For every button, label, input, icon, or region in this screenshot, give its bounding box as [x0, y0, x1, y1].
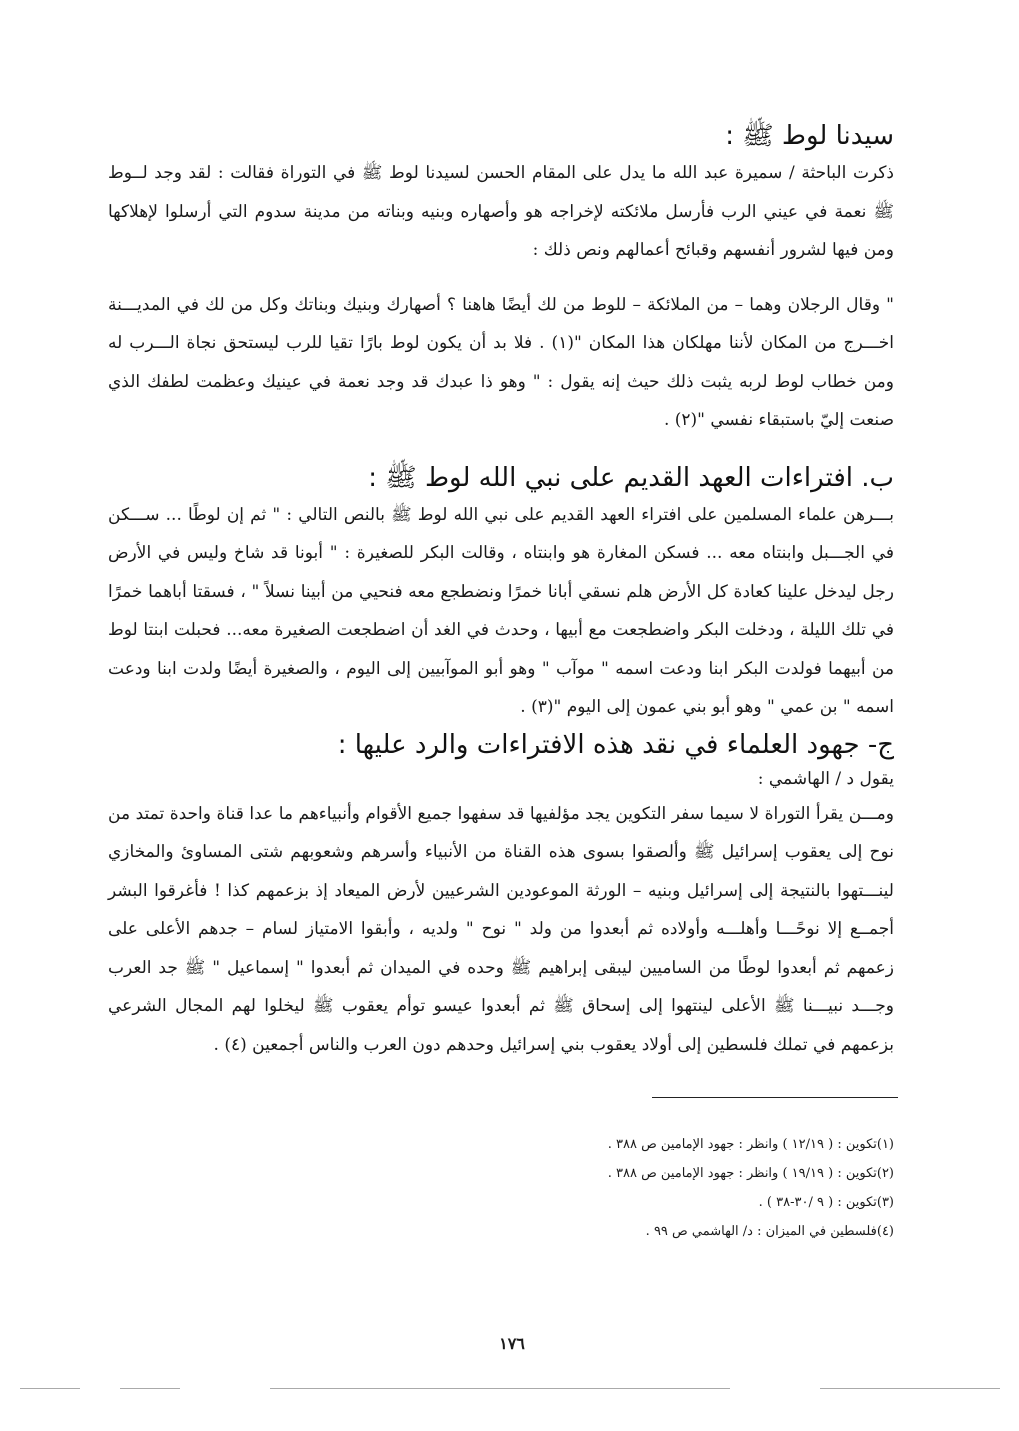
footnote: (٤)فلسطين في الميزان : د/ الهاشمي ص ٩٩ .	[645, 1224, 894, 1239]
intro-line: يقول د / الهاشمي :	[757, 768, 894, 789]
main-text	[108, 118, 894, 1064]
paragraph: بـــرهن علماء المسلمين على افتراء العهد القديم على نبي الله لوط ﷺ بالنص التالي : " ثم إن لوطًا ... ســـكن في الجـــبل وابنتاه معه ... فسكن المغارة هو وابنتاه ، وقالت البكر للصغيرة : " أبونا قد شاخ وليس في الأرض رجل ليدخل علينا كعادة كل الأرض هلم نسقي أبانا خمرًا ونضطجع معه فنحيي من أبينا نسلاً " ، فسقتا أباهما خمرًا في تلك الليلة ، ودخلت البكر واضطجعت مع أبيها ، وحدث في الغد أن اضطجعت الصغيرة معه... فحبلت ابنتا لوط من أبيهما فولدت البكر ابنا ودعت اسمه " موآب " وهو أبو الموآبيين إلى اليوم ، والصغيرة أيضًا ولدت ابنا ودعت اسمه " بن عمي " وهو أبو بني عمون إلى اليوم "(٣) .	[108, 504, 894, 717]
scan-edge-mark	[820, 1388, 1000, 1389]
heading-scholars-efforts: ج- جهود العلماء في نقد هذه الافتراءات والرد عليها :	[337, 729, 894, 760]
heading-fabrications: ب. افتراءات العهد القديم على نبي الله لوط ﷺ :	[368, 462, 894, 493]
paragraph: ومـــن يقرأ التوراة لا سيما سفر التكوين يجد مؤلفيها قد سفهوا جميع الأقوام وأنبياءهم ما عدا قناة واحدة تمتد من نوح إلى يعقوب إسرائيل ﷺ وألصقوا بسوى هذه القناة من الأنبياء وأسرهم وشعوبهم شتى المساوئ والمخازي لينـــتهوا بالنتيجة إلى إسرائيل وبنيه – الورثة الموعودين الشرعيين لأرض الميعاد إذ بزعمهم كذا ! فأغرقوا البشر أجمــع إلا نوحًـــا وأهلـــه وأولاده ثم أبعدوا من ولد " نوح " ولديه ، وأبقوا الامتياز لسام – جدهم الأعلى على زعمهم ثم أبعدوا لوطًا من الساميين ليبقى إبراهيم ﷺ وحده في الميدان ثم أبعدوا " إسماعيل " ﷺ جد العرب وجـــد نبيـــنا ﷺ الأعلى لينتهوا إلى إسحاق ﷺ ثم أبعدوا عيسو توأم يعقوب ﷺ ليخلوا لهم المجال الشرعي بزعمهم في تملك فلسطين إلى أولاد يعقوب بني إسرائيل وحدهم دون العرب والناس أجمعين (٤) .	[108, 803, 894, 1055]
paragraph: " وقال الرجلان وهما – من الملائكة – للوط من لك أيضًا هاهنا ؟ أصهارك وبنيك وبناتك وكل من لك في المديـــنة اخـــرج من المكان لأننا مهلكان هذا المكان "(١) . فلا بد أن يكون لوط بارًا تقيا للرب ليستحق نجاة الـــرب له ومن خطاب لوط لربه يثبت ذلك حيث إنه يقول : " وهو ذا عبدك قد وجد نعمة في عينيك وعظمت لطفك الذي صنعت إليّ باستبقاء نفسي "(٢) .	[108, 294, 894, 430]
heading-lot: سيدنا لوط ﷺ :	[725, 121, 894, 151]
footnotes	[400, 1130, 894, 1246]
footnote: (٣)تكوين : ( ٩ /٣٠-٣٨ ) .	[758, 1195, 894, 1210]
footnote-separator	[652, 1097, 898, 1098]
scan-edge-mark	[120, 1388, 180, 1389]
footnote: (٢)تكوين : ( ١٩/١٩ ) وانظر : جهود الإمامين ص ٣٨٨ .	[607, 1166, 894, 1181]
paragraph: ذكرت الباحثة / سميرة عبد الله ما يدل على المقام الحسن لسيدنا لوط ﷺ في التوراة فقالت : لقد وجد لــوط ﷺ نعمة في عيني الرب فأرسل ملائكته لإخراجه هو وأصهاره وبنيه وبناته من مدينة سدوم التي أرسلوا لإهلاكها ومن فيها لشرور أنفسهم وقبائح أعمالهم ونص ذلك :	[108, 163, 894, 260]
scan-edge-mark	[270, 1388, 730, 1389]
footnote: (١)تكوين : ( ١٢/١٩ ) وانظر : جهود الإمامين ص ٣٨٨ .	[607, 1137, 894, 1152]
page-number: ١٧٦	[499, 1334, 525, 1353]
scan-edge-mark	[20, 1388, 80, 1389]
